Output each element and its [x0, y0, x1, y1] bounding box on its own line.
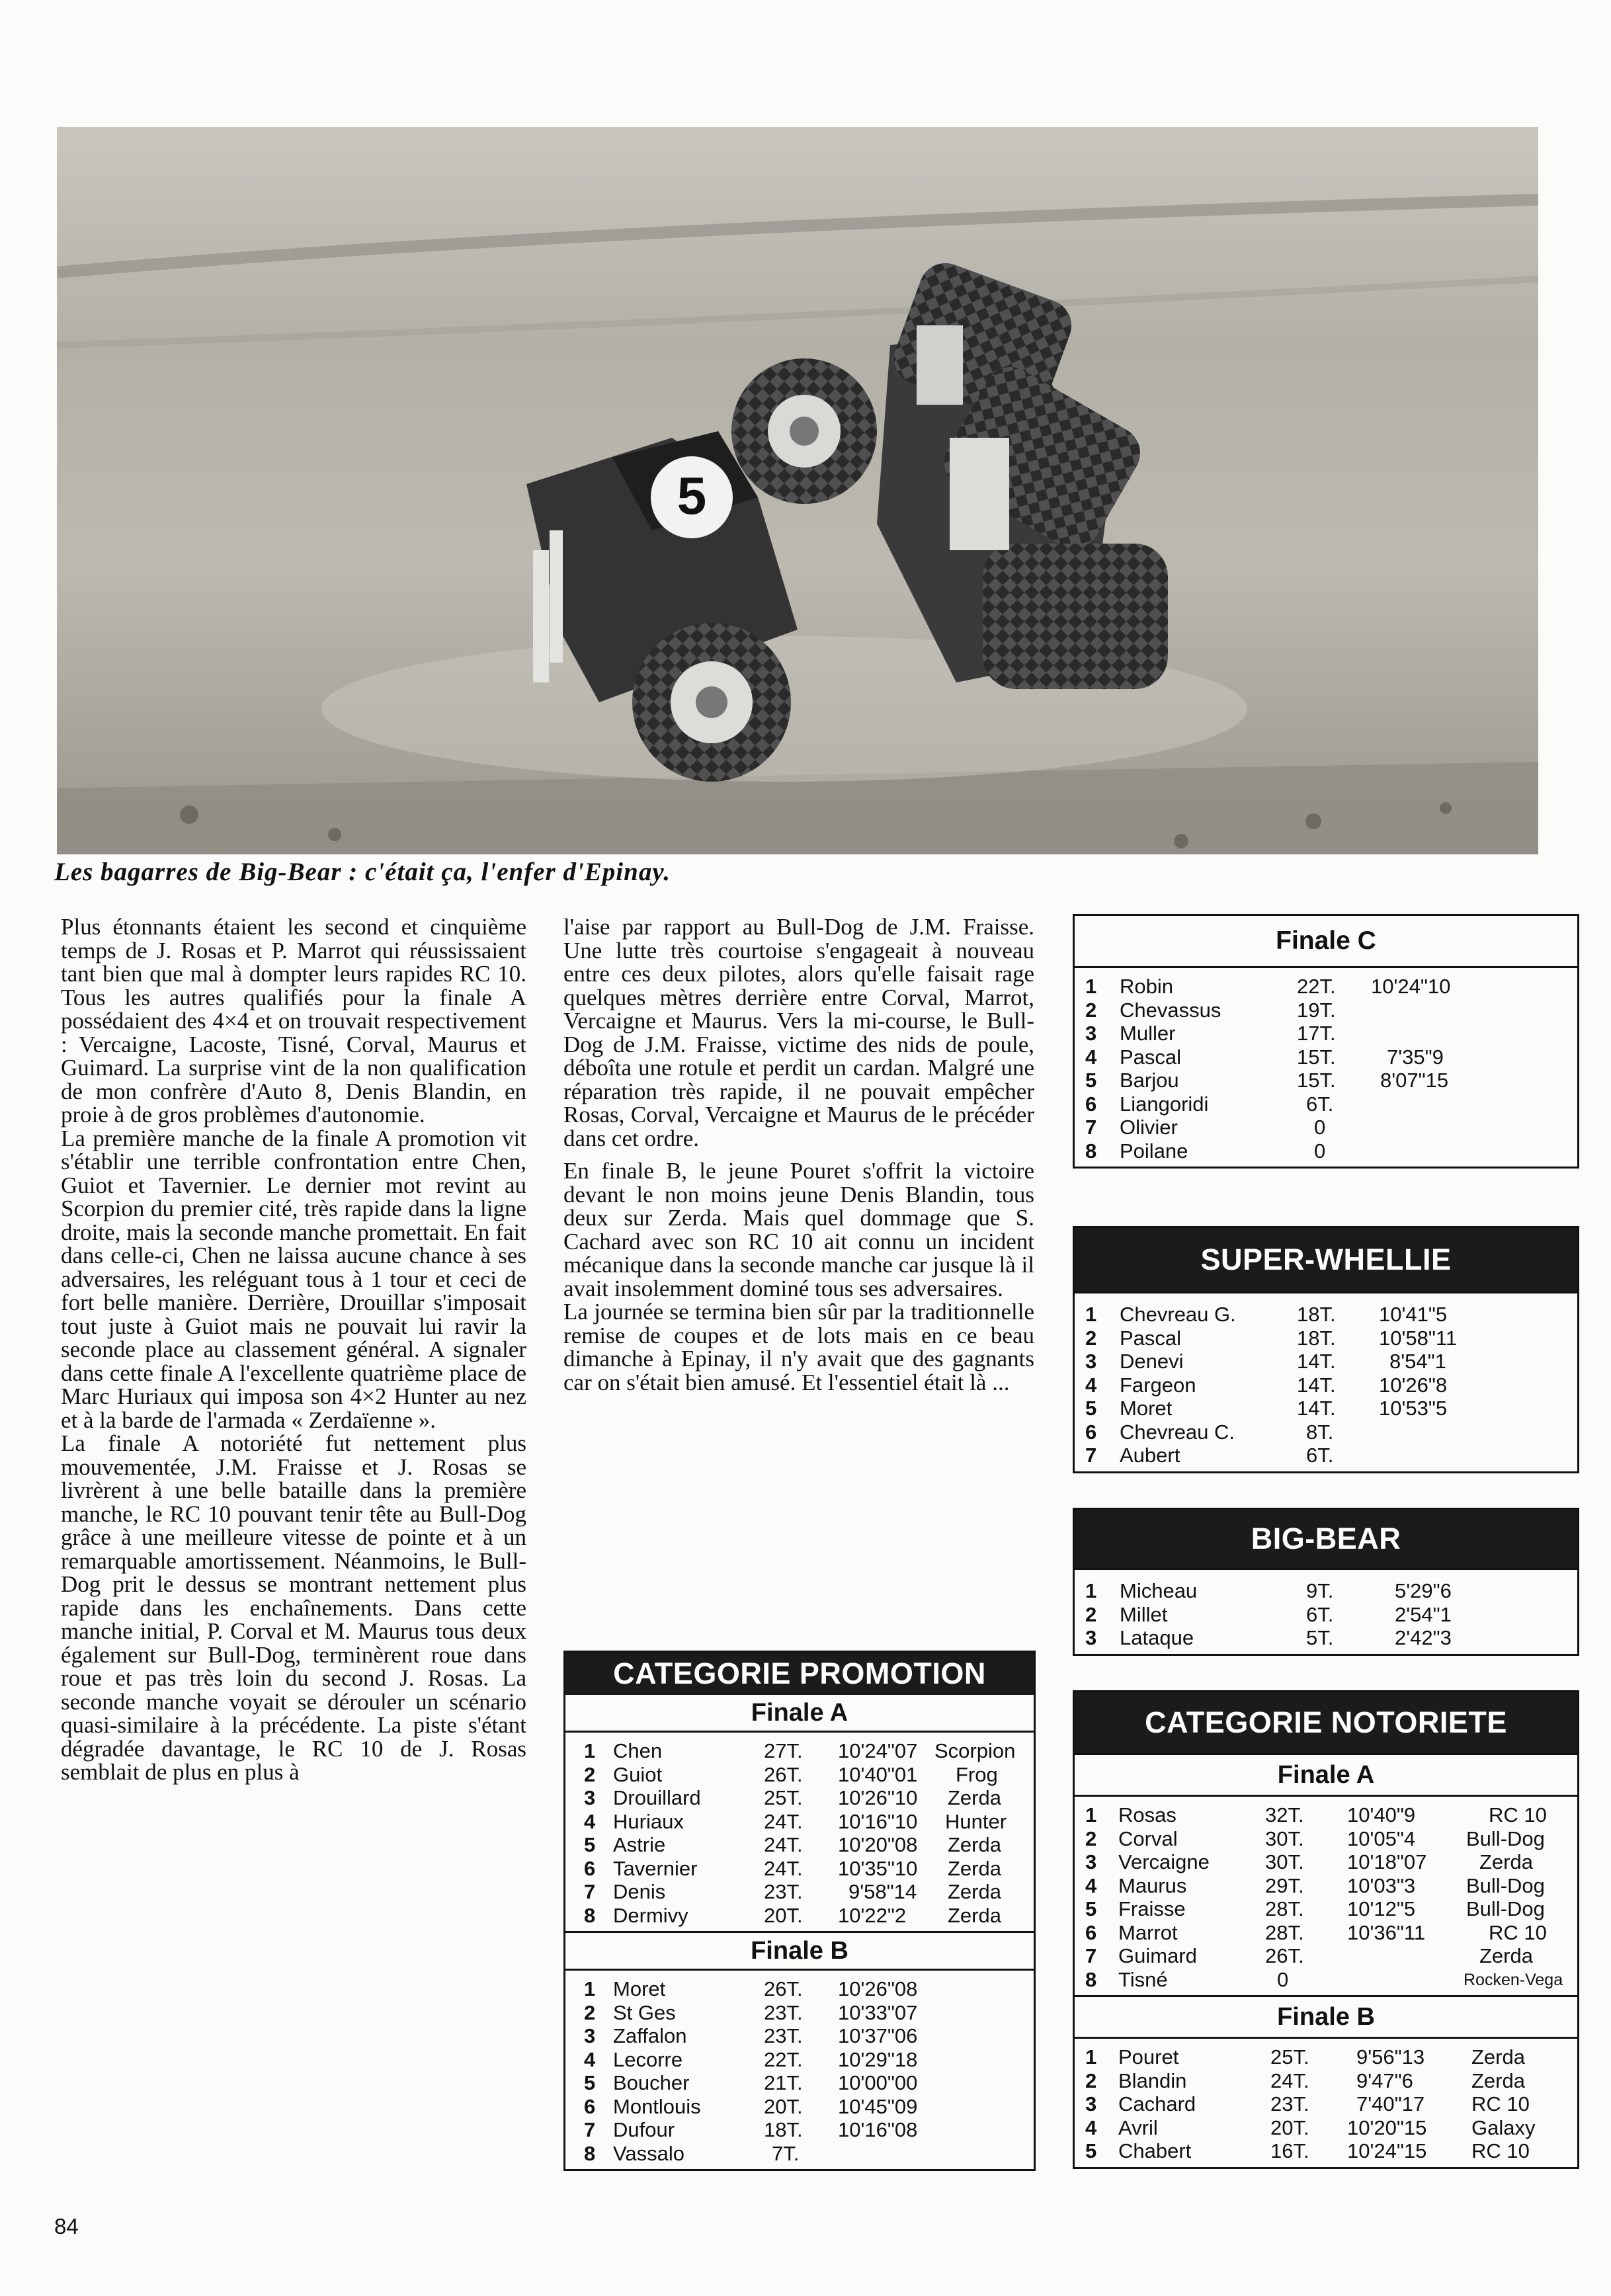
promotion-results-box: [563, 1651, 1036, 2171]
finale-c-label: Finale C: [1075, 916, 1577, 968]
paragraph: Plus étonnants étaient les second et cinquième temps de J. Rosas et P. Marrot qui réussissaient tant bien que mal à dompter leurs rapides RC 10. Tous les autres qualifiés pour la finale A possédaient des 4×4 et on trouvait respectivement : Vercaigne, Lacoste, Tisné, Corval, Maurus et Guimard. La surprise vint de la non qualification de mon confrère d'Auto 8, Denis Blandin, en proie à de gros problèmes d'autonomie.: [61, 914, 526, 1128]
table-row: 1 Moret 26T. 10'26"08: [584, 1977, 918, 2000]
table-row: 3 Denevi 14T. 8'54"1: [1085, 1350, 1446, 1373]
table-row: 2 Millet 6T. 2'54"1: [1085, 1602, 1452, 1626]
table-row: 3 Zaffalon 23T. 10'37"06: [584, 2024, 918, 2047]
paragraph: La finale A notoriété fut nettement plus mouvementée, J.M. Fraisse et J. Rosas se livrèrent à une belle bataille dans la première manche, le RC 10 pouvant tenir tête au Bull-Dog grâce à une meilleure vitesse de pointe et à un remarquable amortissement. Néanmoins, le Bull-Dog prit le dessus se montrant nettement plus rapide dans les enchaînements. Dans cette manche initial, P. Corval et M. Maurus tous deux également sur Bull-Dog, terminèrent roue dans roue et pas très loin du second J. Rosas. La seconde manche voyait se dérouler un scénario quasi-similaire à la précédente. La piste s'étant dégradée davantage, le RC 10 de J. Rosas semblait de plus en plus à: [61, 1430, 526, 1785]
table-row: 5 Boucher 21T. 10'00"00: [584, 2071, 918, 2094]
notoriete-results-box: [1073, 1690, 1579, 2169]
table-row: 2 St Ges 23T. 10'33"07: [584, 2000, 918, 2024]
paragraph: En finale B, le jeune Pouret s'offrit la victoire devant le non moins jeune Denis Blandin, tous deux sur Zerda. Mais quel dommage que S. Cachard avec son RC 10 ait connu un incident mécanique dans la seconde manche car jusque là il avait insolemment dominé tous ses adversaires.: [563, 1158, 1034, 1301]
finale-c-table: [1075, 968, 1577, 1167]
table-row: 1 Pouret 25T. 9'56"13 Zerda: [1085, 2045, 1525, 2069]
table-row: 7 Dufour 18T. 10'16"08: [584, 2118, 918, 2141]
table-row: 6 Tavernier 24T. 10'35"10 Zerda: [584, 1856, 1001, 1880]
table-row: 5 Fraisse 28T. 10'12"5 Bull-Dog: [1085, 1897, 1545, 1920]
table-row: 6 Liangoridi 6T.: [1085, 1092, 1334, 1116]
photo-caption: Les bagarres de Big-Bear : c'était ça, l'enfer d'Epinay.: [54, 858, 671, 886]
table-row: 8 Dermivy 20T. 10'22"2 Zerda: [584, 1903, 1001, 1927]
table-row: 6 Chevreau C. 8T.: [1085, 1420, 1334, 1444]
table-row: 2 Pascal 18T. 10'58"11: [1085, 1326, 1458, 1350]
table-row: 5 Astrie 24T. 10'20"08 Zerda: [584, 1833, 1001, 1856]
table-row: 6 Marrot 28T. 10'36"11 RC 10: [1085, 1920, 1547, 1944]
big-bear-table: [1075, 1568, 1577, 1654]
table-row: 8 Tisné 0 Rocken-Vega: [1085, 1967, 1563, 1991]
svg-text:5: 5: [677, 466, 707, 525]
finale-a-label: Finale A: [565, 1695, 1034, 1733]
table-row: 7 Guimard 26T. Zerda: [1085, 1944, 1533, 1967]
table-row: 8 Vassalo 7T.: [584, 2141, 800, 2165]
table-row: 7 Olivier 0: [1085, 1116, 1326, 1139]
table-row: 1 Chevreau G. 18T. 10'41"5: [1085, 1303, 1448, 1326]
table-row: 4 Pascal 15T. 7'35"9: [1085, 1045, 1444, 1069]
table-row: 3 Vercaigne 30T. 10'18"07 Zerda: [1085, 1850, 1533, 1873]
table-row: 1 Rosas 32T. 10'40"9 RC 10: [1085, 1803, 1547, 1826]
table-row: 2 Chevassus 19T.: [1085, 998, 1336, 1022]
promo-finale-a-table: [565, 1733, 1034, 1931]
notoriete-finale-b-table: [1075, 2039, 1577, 2167]
finale-b-label: Finale B: [1075, 1995, 1577, 2039]
table-row: 2 Blandin 24T. 9'47"6 Zerda: [1085, 2069, 1525, 2092]
table-row: 1 Chen 27T. 10'24"07 Scorpion: [584, 1739, 1016, 1762]
super-whellie-title: SUPER-WHELLIE: [1075, 1228, 1577, 1292]
table-row: 3 Muller 17T.: [1085, 1022, 1336, 1045]
promotion-title: CATEGORIE PROMOTION: [565, 1653, 1034, 1695]
table-row: 5 Moret 14T. 10'53"5: [1085, 1397, 1448, 1420]
table-row: 7 Aubert 6T.: [1085, 1444, 1334, 1467]
table-row: 4 Lecorre 22T. 10'29"18: [584, 2047, 918, 2071]
super-whellie-box: [1073, 1226, 1579, 1473]
table-row: 8 Poilane 0: [1085, 1139, 1326, 1163]
table-row: 4 Avril 20T. 10'20"15 Galaxy: [1085, 2115, 1536, 2139]
table-row: 5 Chabert 16T. 10'24"15 RC 10: [1085, 2139, 1530, 2162]
table-row: 5 Barjou 15T. 8'07"15: [1085, 1069, 1449, 1092]
table-row: 2 Corval 30T. 10'05"4 Bull-Dog: [1085, 1826, 1545, 1850]
table-row: 7 Denis 23T. 9'58"14 Zerda: [584, 1880, 1001, 1903]
table-row: 6 Montlouis 20T. 10'45"09: [584, 2094, 918, 2118]
finale-a-label: Finale A: [1075, 1753, 1577, 1797]
table-row: 4 Maurus 29T. 10'03"3 Bull-Dog: [1085, 1873, 1545, 1897]
paragraph: l'aise par rapport au Bull-Dog de J.M. Fraisse. Une lutte très courtoise s'engageait à nouveau entre ces deux pilotes, alors qu'elle faisait rage quelques mètres derrière entre Corval, Marrot, Vercaigne et Maurus. Vers la mi-course, le Bull-Dog de J.M. Fraisse, victime des nids de poule, déboîta une rotule et perdit un cardan. Malgré une réparation très rapide, il ne pouvait empêcher Rosas, Corval, Vercaigne et Maurus de le précéder dans cet ordre.: [563, 914, 1034, 1151]
table-row: 4 Fargeon 14T. 10'26"8: [1085, 1373, 1448, 1397]
table-row: 3 Lataque 5T. 2'42"3: [1085, 1626, 1452, 1649]
finale-c-box: [1073, 914, 1579, 1168]
big-bear-title: BIG-BEAR: [1075, 1510, 1577, 1568]
paragraph: La journée se termina bien sûr par la traditionnelle remise de coupes et de lots mais en ce beau dimanche à Epinay, il n'y avait que des gagnants car on s'était bien amusé. Et l'essentiel était là ...: [563, 1299, 1034, 1395]
promo-finale-b-table: [565, 1971, 1034, 2169]
table-row: 1 Micheau 9T. 5'29"6: [1085, 1579, 1452, 1602]
table-row: 4 Huriaux 24T. 10'16"10 Hunter: [584, 1809, 1007, 1833]
notoriete-finale-a-table: [1075, 1797, 1577, 1995]
article-column-2: [563, 915, 1034, 1394]
finale-b-label: Finale B: [565, 1931, 1034, 1971]
big-bear-box: [1073, 1508, 1579, 1656]
notoriete-title: CATEGORIE NOTORIETE: [1075, 1692, 1577, 1753]
race-photo: [57, 127, 1538, 854]
table-row: 3 Drouillard 25T. 10'26"10 Zerda: [584, 1786, 1001, 1809]
table-row: 2 Guiot 26T. 10'40"01 Frog: [584, 1762, 998, 1786]
table-row: 3 Cachard 23T. 7'40"17 RC 10: [1085, 2092, 1530, 2115]
super-whellie-table: [1075, 1292, 1577, 1471]
paragraph: La première manche de la finale A promotion vit s'établir une terrible confrontation entre Chen, Guiot et Tavernier. Le dernier mot revint au Scorpion du premier cité, très rapide dans la ligne droite, mais la seconde manche promettait. En fait dans celle-ci, Chen ne laissa aucune chance à ses adversaires, les reléguant tous à 1 tour et ceci de fort belle manière. Derrière, Drouillar s'imposait tout juste à Guiot mais ne pouvait lui ravir la seconde place au classement général. A signaler dans cette finale A l'excellente quatrième place de Marc Huriaux qui imposa son 4×2 Hunter au nez et à la barde de l'armada « Zerdaïenne ».: [61, 1125, 526, 1433]
page-number: 84: [54, 2214, 79, 2238]
article-column-1: [61, 915, 526, 1784]
table-row: 1 Robin 22T. 10'24"10: [1085, 975, 1451, 998]
monster-trucks-photo: [57, 127, 1538, 854]
